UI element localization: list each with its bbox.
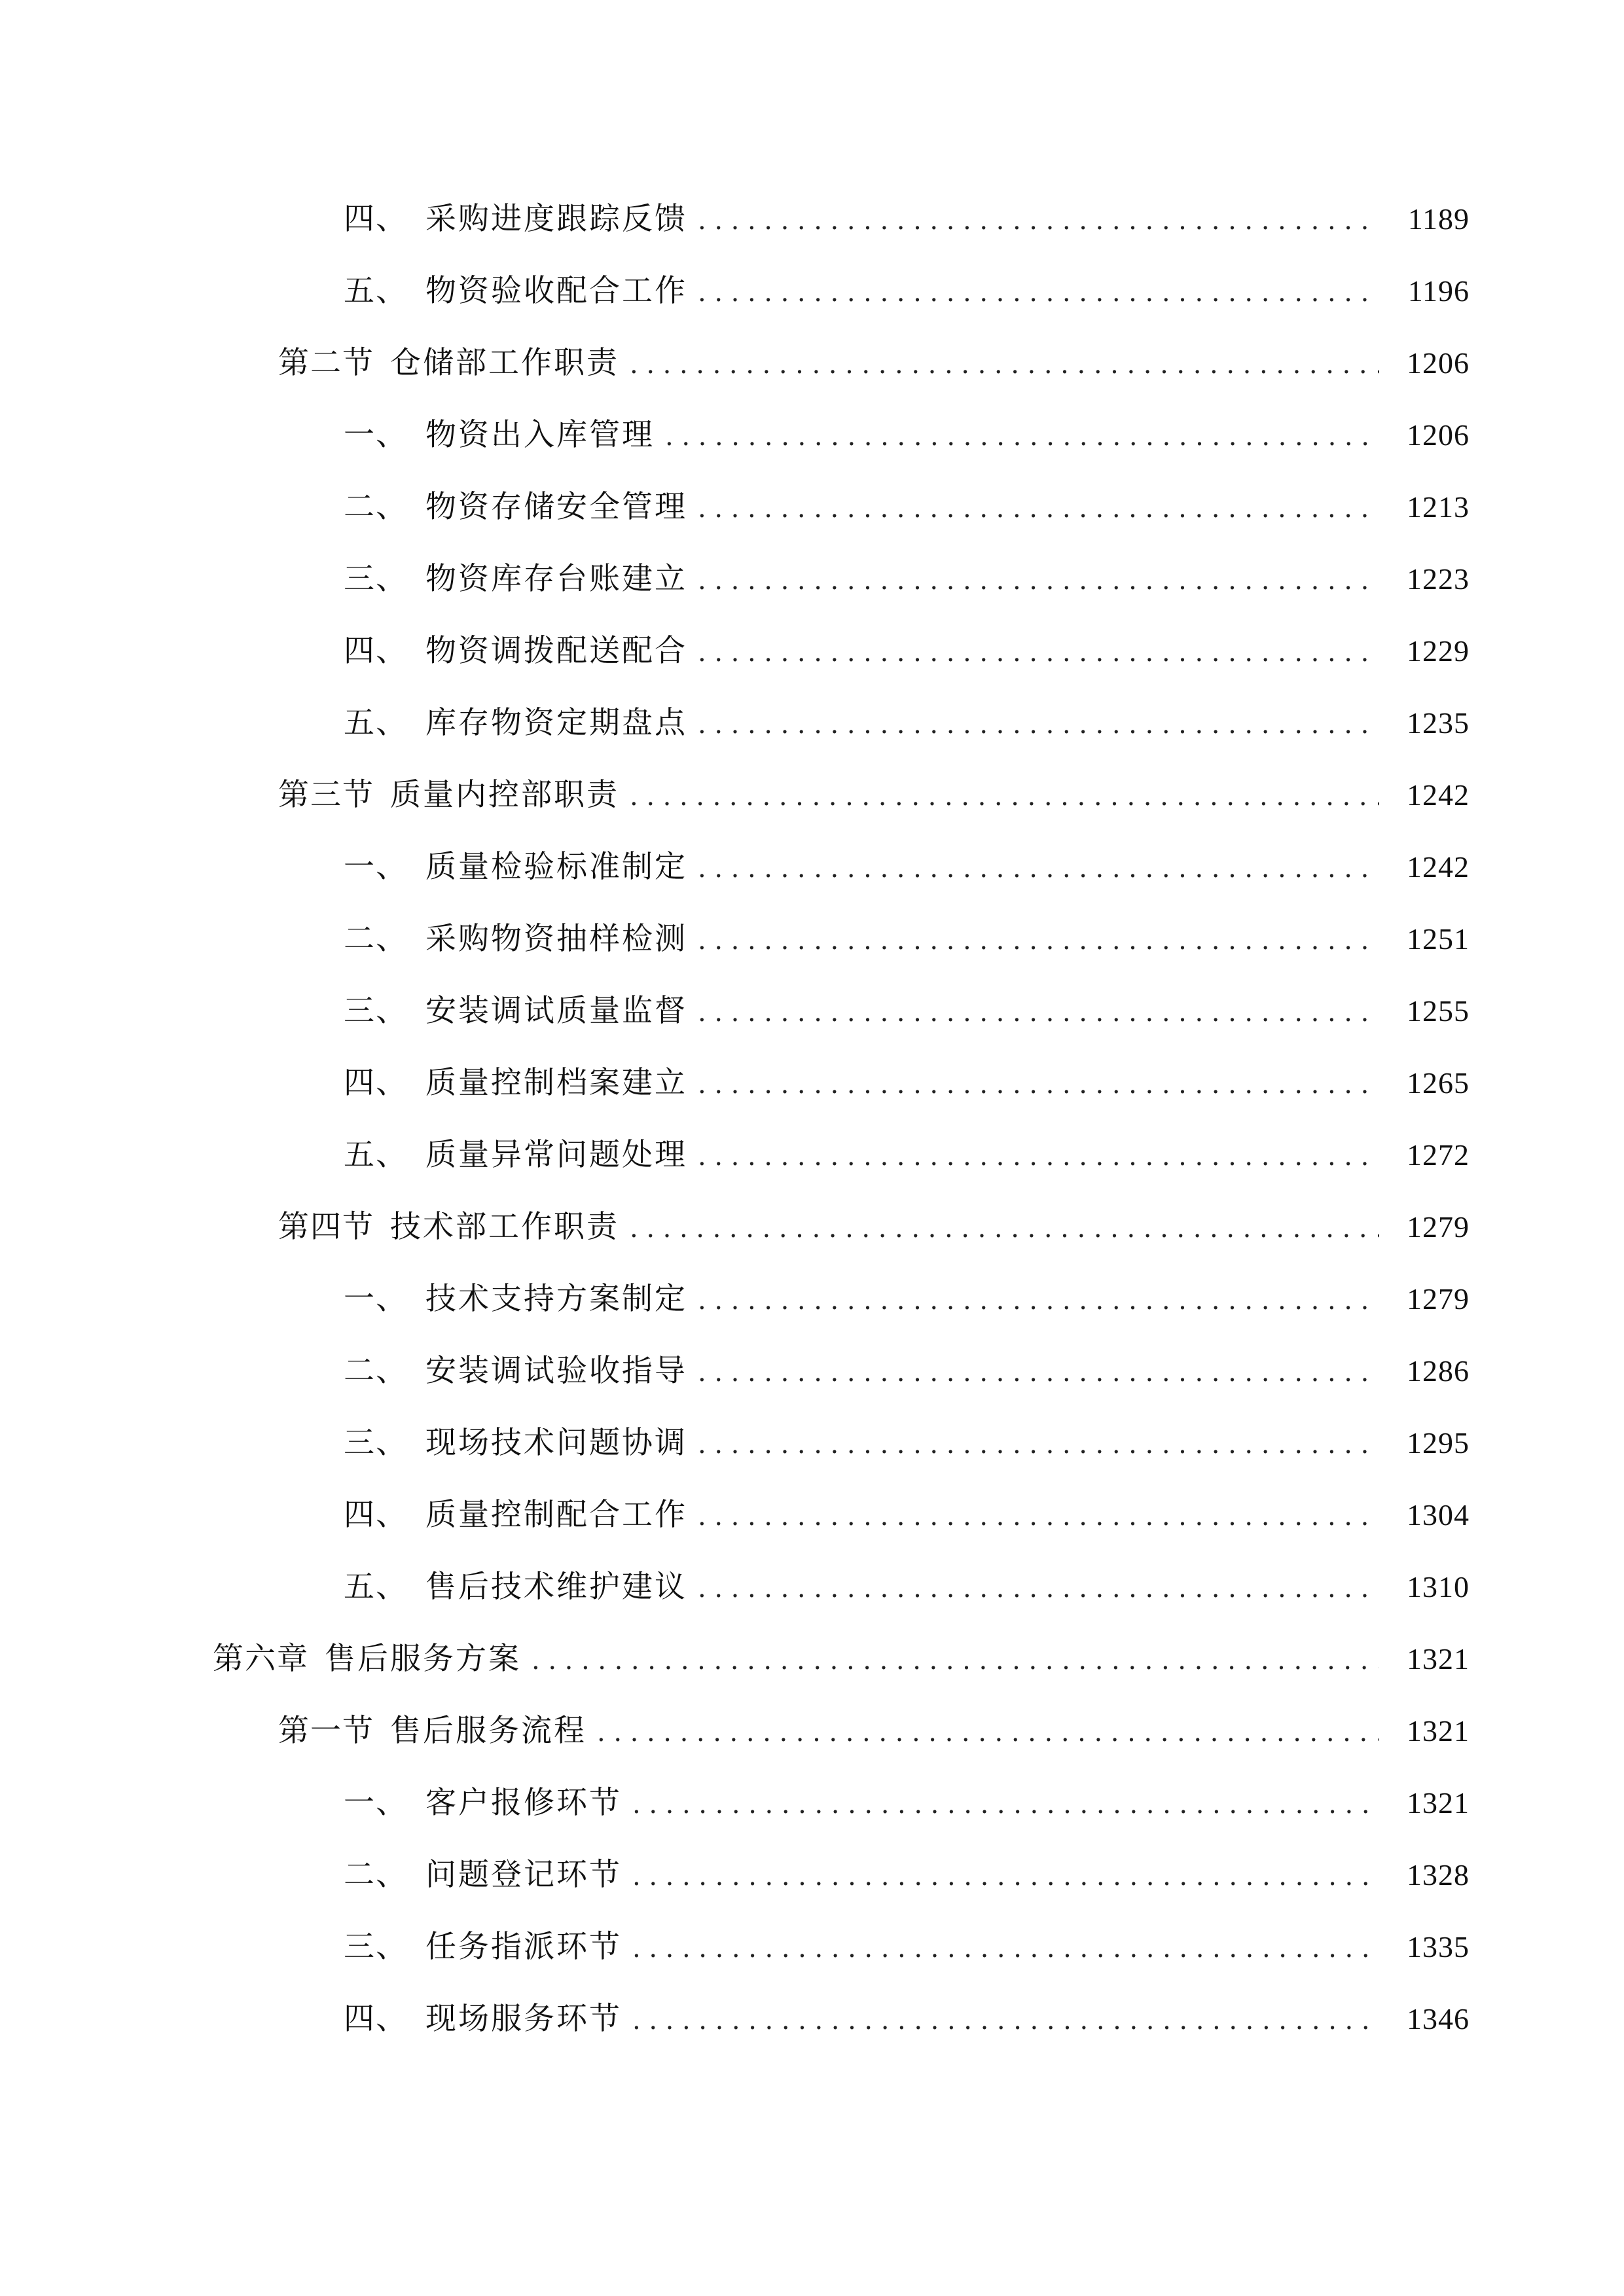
toc-entry-page: 1335 (1407, 1930, 1470, 1964)
toc-entry-number: 二、 (344, 921, 408, 957)
toc-leader-dots (698, 551, 1379, 610)
toc-entry-page: 1223 (1407, 562, 1470, 596)
toc-entry-number: 二、 (344, 489, 408, 525)
toc-entry-number: 第四节 (278, 1209, 374, 1245)
toc-entry-title: 采购进度跟踪反馈 (425, 201, 687, 237)
toc-entry-title: 物资调拨配送配合 (425, 633, 687, 669)
toc-entry[interactable] (0, 910, 1470, 969)
toc-entry-page: 1321 (1407, 1714, 1470, 1748)
toc-entry-page: 1346 (1407, 2002, 1470, 2036)
toc-entry-page: 1196 (1407, 274, 1470, 308)
toc-entry-page: 1265 (1407, 1066, 1470, 1100)
toc-entry-page: 1213 (1407, 490, 1470, 524)
toc-leader-dots (698, 839, 1379, 898)
toc-entry[interactable] (0, 1270, 1470, 1329)
toc-leader-dots (630, 1199, 1379, 1258)
toc-entry-page: 1304 (1407, 1498, 1470, 1532)
toc-entry[interactable] (0, 766, 1470, 825)
toc-entry[interactable] (0, 1774, 1470, 1833)
toc-entry-number: 第二节 (278, 345, 374, 381)
toc-entry-page: 1206 (1407, 418, 1470, 452)
toc-entry-number: 一、 (344, 1281, 408, 1317)
toc-entry-number: 第六章 (213, 1641, 309, 1677)
toc-entry-title: 物资库存台账建立 (425, 561, 687, 597)
toc-leader-dots (698, 1055, 1379, 1114)
toc-entry-title: 质量控制档案建立 (425, 1065, 687, 1101)
toc-entry[interactable] (0, 1702, 1470, 1761)
toc-entry-page: 1321 (1407, 1642, 1470, 1676)
toc-entry[interactable] (0, 1630, 1470, 1689)
toc-leader-dots (698, 983, 1379, 1042)
toc-entry-number: 四、 (344, 1497, 408, 1533)
toc-entry[interactable] (0, 262, 1470, 321)
toc-leader-dots (665, 407, 1379, 466)
toc-leader-dots (698, 479, 1379, 538)
toc-entry-number: 三、 (344, 561, 408, 597)
toc-leader-dots (698, 623, 1379, 682)
toc-entry-title: 售后服务流程 (390, 1713, 586, 1749)
toc-leader-dots (698, 911, 1379, 970)
toc-entry-number: 第三节 (278, 777, 374, 813)
toc-entry-page: 1206 (1407, 346, 1470, 380)
toc-entry-number: 四、 (344, 201, 408, 237)
toc-entry-title: 安装调试质量监督 (425, 993, 687, 1029)
toc-entry-page: 1235 (1407, 706, 1470, 740)
toc-entry-number: 五、 (344, 705, 408, 741)
toc-entry-number: 二、 (344, 1857, 408, 1893)
toc-leader-dots (698, 1343, 1379, 1402)
toc-leader-dots (698, 263, 1379, 322)
toc-entry[interactable] (0, 1918, 1470, 1977)
toc-leader-dots (630, 767, 1379, 826)
toc-entry-page: 1272 (1407, 1138, 1470, 1172)
toc-entry-page: 1229 (1407, 634, 1470, 668)
toc-entry-number: 四、 (344, 633, 408, 669)
toc-entry-page: 1328 (1407, 1858, 1470, 1892)
toc-entry-page: 1295 (1407, 1426, 1470, 1460)
toc-entry-number: 三、 (344, 1929, 408, 1965)
toc-entry-title: 技术支持方案制定 (425, 1281, 687, 1317)
toc-entry[interactable] (0, 1846, 1470, 1905)
toc-entry-title: 质量异常问题处理 (425, 1137, 687, 1173)
toc-leader-dots (698, 1127, 1379, 1186)
toc-entry-number: 第一节 (278, 1713, 374, 1749)
toc-entry-title: 采购物资抽样检测 (425, 921, 687, 957)
toc-leader-dots (698, 191, 1379, 250)
toc-entry-number: 四、 (344, 1065, 408, 1101)
toc-entry-title: 质量控制配合工作 (425, 1497, 687, 1533)
toc-entry-page: 1286 (1407, 1354, 1470, 1388)
toc-entry[interactable] (0, 694, 1470, 753)
toc-entry-title: 客户报修环节 (425, 1785, 622, 1821)
toc-entry-number: 一、 (344, 849, 408, 885)
toc-leader-dots (698, 1415, 1379, 1474)
toc-entry[interactable] (0, 550, 1470, 609)
toc-entry-page: 1310 (1407, 1570, 1470, 1604)
toc-leader-dots (597, 1703, 1379, 1762)
toc-entry-page: 1189 (1407, 202, 1470, 236)
toc-entry-title: 售后技术维护建议 (425, 1569, 687, 1605)
toc-entry-page: 1279 (1407, 1282, 1470, 1316)
toc-entry-title: 任务指派环节 (425, 1929, 622, 1965)
toc-entry-title: 现场技术问题协调 (425, 1425, 687, 1461)
toc-entry-title: 物资验收配合工作 (425, 273, 687, 309)
toc-entry-number: 三、 (344, 1425, 408, 1461)
toc-entry-title: 技术部工作职责 (390, 1209, 619, 1245)
toc-entry-page: 1279 (1407, 1210, 1470, 1244)
toc-entry-number: 五、 (344, 273, 408, 309)
toc-entry-title: 库存物资定期盘点 (425, 705, 687, 741)
toc-entry[interactable] (0, 1486, 1470, 1545)
toc-entry[interactable] (0, 478, 1470, 537)
toc-entry[interactable] (0, 1054, 1470, 1113)
toc-leader-dots (698, 1487, 1379, 1546)
toc-entry[interactable] (0, 406, 1470, 465)
toc-leader-dots (532, 1631, 1379, 1690)
toc-entry[interactable] (0, 1126, 1470, 1185)
toc-entry-title: 现场服务环节 (425, 2001, 622, 2037)
toc-entry-title: 物资出入库管理 (425, 417, 655, 453)
toc-leader-dots (698, 695, 1379, 754)
toc-entry-number: 三、 (344, 993, 408, 1029)
toc-entry-title: 售后服务方案 (325, 1641, 521, 1677)
toc-entry[interactable] (0, 1414, 1470, 1473)
toc-entry-title: 问题登记环节 (425, 1857, 622, 1893)
toc-entry-page: 1251 (1407, 922, 1470, 956)
toc-entry-number: 五、 (344, 1137, 408, 1173)
toc-entry-number: 五、 (344, 1569, 408, 1605)
toc-entry-title: 仓储部工作职责 (390, 345, 619, 381)
toc-entry[interactable] (0, 838, 1470, 897)
toc-entry-number: 一、 (344, 1785, 408, 1821)
toc-entry[interactable] (0, 982, 1470, 1041)
toc-entry-page: 1255 (1407, 994, 1470, 1028)
toc-entry-title: 质量检验标准制定 (425, 849, 687, 885)
toc-entry[interactable] (0, 1342, 1470, 1401)
toc-entry-title: 质量内控部职责 (390, 777, 619, 813)
toc-entry[interactable] (0, 1558, 1470, 1617)
toc-entry-number: 一、 (344, 417, 408, 453)
toc-leader-dots (698, 1559, 1379, 1618)
toc-entry[interactable] (0, 1990, 1470, 2049)
toc-entry-page: 1242 (1407, 850, 1470, 884)
toc-entry[interactable] (0, 1198, 1470, 1257)
toc-entry-page: 1321 (1407, 1786, 1470, 1820)
toc-leader-dots (698, 1271, 1379, 1330)
toc-entry[interactable] (0, 334, 1470, 393)
toc-leader-dots (632, 1775, 1379, 1834)
toc-entry[interactable] (0, 622, 1470, 681)
toc-leader-dots (632, 1991, 1379, 2050)
toc-entry-title: 物资存储安全管理 (425, 489, 687, 525)
toc-leader-dots (632, 1847, 1379, 1906)
toc-entry-number: 四、 (344, 2001, 408, 2037)
toc-entry-page: 1242 (1407, 778, 1470, 812)
toc-entry-title: 安装调试验收指导 (425, 1353, 687, 1389)
toc-leader-dots (630, 335, 1379, 394)
toc-leader-dots (632, 1919, 1379, 1978)
toc-entry[interactable] (0, 190, 1470, 249)
toc-entry-number: 二、 (344, 1353, 408, 1389)
